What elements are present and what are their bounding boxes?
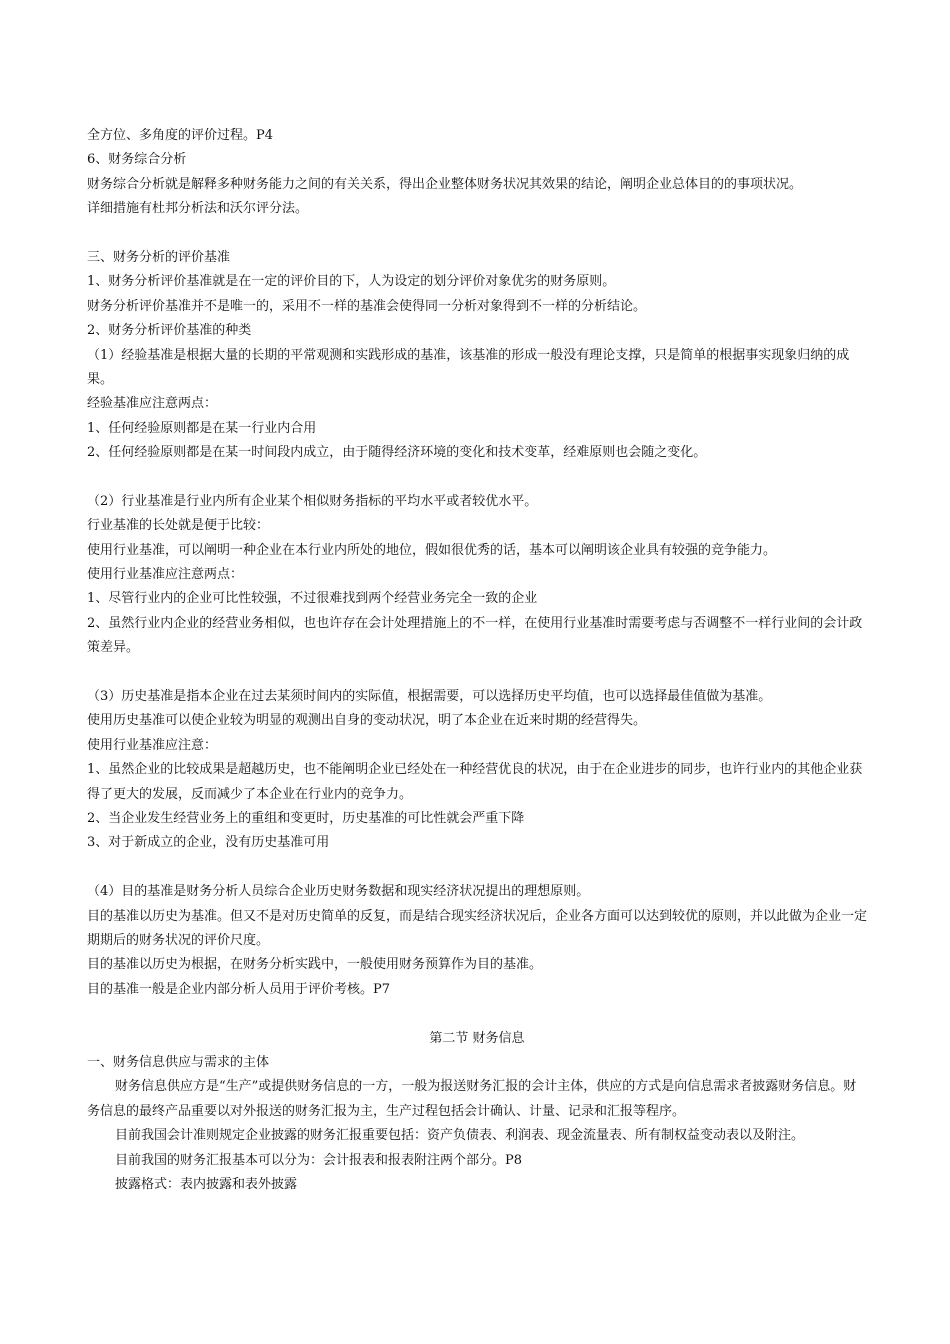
section-heading: 6、财务综合分析 (87, 152, 187, 168)
section-heading: 一、财务信息供应与需求的主体 (87, 1054, 270, 1070)
list-item: 3、对于新成立的企业，没有历史基准可用 (87, 835, 330, 851)
paragraph-line: 行业基准的长处就是便于比较： (87, 518, 270, 534)
paragraph-line: 财务分析评价基准并不是唯一的，采用不一样的基准会使得同一分析对象得到不一样的分析结论。 (87, 298, 647, 314)
blank-line (87, 856, 867, 880)
paragraph-line: 披露格式：表内披露和表外披露 (115, 1176, 298, 1192)
list-item: 1、尽管行业内的企业可比性较强，不过很难找到两个经营业务完全一致的企业 (87, 591, 538, 607)
paragraph-line: 目前我国会计准则规定企业披露的财务汇报重要包括：资产负债表、利润表、现金流量表、所有制权益变动表以及附注。 (115, 1128, 805, 1144)
paragraph-line: 经验基准应注意两点： (87, 396, 218, 412)
paragraph-line: 目的基准一般是企业内部分析人员用于评价考核。P7 (87, 981, 391, 997)
section-heading: 2、财务分析评价基准的种类 (87, 323, 252, 339)
paragraph-line: 1、财务分析评价基准就是在一定的评价目的下，人为设定的划分评价对象优劣的财务原则。 (87, 274, 616, 290)
list-item: 2、任何经验原则都是在某一时间段内成立，由于随得经济环境的变化和技术变革，经难原则也会随之变化。 (87, 445, 707, 461)
list-item: 1、虽然企业的比较成果是超越历史，也不能阐明企业已经处在一种经营优良的状况，由于在企业进步的同步，也许行业内的其他企业获得了更大的发展，反而减少了本企业在行业内的竞争力。 (87, 762, 863, 802)
paragraph-line: 目的基准以历史为根据，在财务分析实践中，一般使用财务预算作为目的基准。 (87, 957, 543, 973)
paragraph-line: 目前我国的财务汇报基本可以分为：会计报表和报表附注两个部分。P8 (115, 1152, 523, 1168)
paragraph-line: 全方位、多角度的评价过程。P4 (87, 128, 274, 143)
paragraph-line: （2）行业基准是行业内所有企业某个相似财务指标的平均水平或者较优水平。 (87, 493, 538, 509)
blank-line (87, 466, 867, 490)
paragraph-line: 财务综合分析就是解释多种财务能力之间的有关关系，得出企业整体财务状况其效果的结论，阐明企业总体目的的事项状况。 (87, 176, 803, 192)
list-item: 1、任何经验原则都是在某一行业内合用 (87, 420, 317, 436)
paragraph-line: 详细措施有杜邦分析法和沃尔评分法。 (87, 201, 309, 217)
paragraph-line: 使用历史基准可以使企业较为明显的观测出自身的变动状况，明了本企业在近来时期的经营得失。 (87, 713, 647, 729)
paragraph-line: 使用行业基准，可以阐明一种企业在本行业内所处的地位，假如很优秀的话，基本可以阐明该企业具有较强的竞争能力。 (87, 542, 777, 558)
paragraph: （1）经验基准是根据大量的长期的平常观测和实践形成的基准，该基准的形成一般没有理论支撑，只是简单的根据事实现象归纳的成果。 (87, 347, 850, 387)
blank-line (87, 222, 867, 246)
paragraph: 财务信息供应方是“生产”或提供财务信息的一方，一般为报送财务汇报的会计主体，供应的方式是向信息需求者披露财务信息。财务信息的最终产品重要以对外报送的财务汇报为主，生产过程包括会计确认、计量、记录和汇报等程序。 (87, 1079, 857, 1119)
paragraph-line: （3）历史基准是指本企业在过去某须时间内的实际值，根据需要，可以选择历史平均值，也可以选择最佳值做为基准。 (87, 689, 772, 705)
paragraph-line: 使用行业基准应注意两点： (87, 567, 244, 583)
paragraph-line: （4）目的基准是财务分析人员综合企业历史财务数据和现实经济状况提出的理想原则。 (87, 884, 590, 900)
document-body (87, 124, 867, 1197)
list-item: 2、虽然行业内企业的经营业务相似，也也许存在会计处理措施上的不一样，在使用行业基准时需要考虑与否调整不一样行业间的会计政策差异。 (87, 615, 863, 656)
paragraph: 目的基准以历史为基准。但又不是对历史简单的反复，而是结合现实经济状况后，企业各方面可以达到较优的原则，并以此做为企业一定期期后的财务状况的评价尺度。 (87, 908, 868, 948)
section-heading: 三、财务分析的评价基准 (87, 249, 231, 265)
blank-line (87, 1002, 867, 1026)
blank-line (87, 661, 867, 685)
paragraph-line: 使用行业基准应注意： (87, 737, 218, 753)
chapter-title: 第二节 财务信息 (429, 1030, 525, 1046)
list-item: 2、当企业发生经营业务上的重组和变更时，历史基准的可比性就会严重下降 (87, 811, 525, 827)
